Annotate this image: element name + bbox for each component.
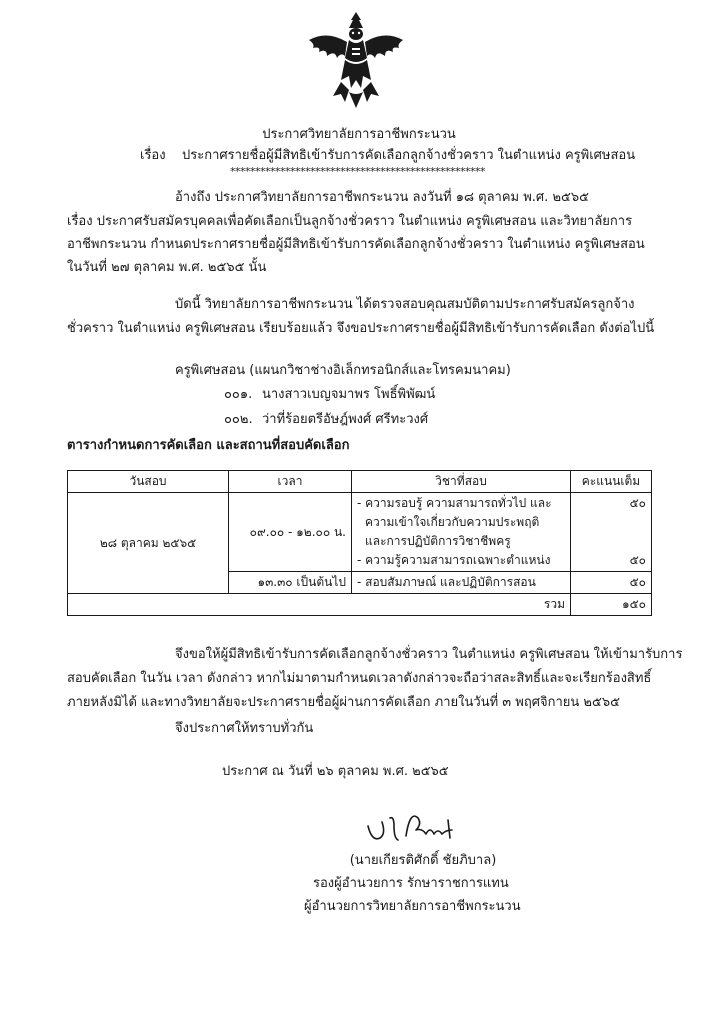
- score-value: ๕๐: [571, 572, 652, 594]
- signatory-name: (นายเกียรติศักดิ์ ชัยภิบาล): [349, 853, 497, 868]
- header-date: วันสอบ: [68, 471, 229, 493]
- separator-line: ***************************************************: [230, 165, 485, 178]
- closing-line-1: จึงขอให้ผู้มีสิทธิเข้ารับการคัดเลือกลูกจ้างชั่วคราว ในตำแหน่ง ครูพิเศษสอน ให้เข้ามารับการ: [175, 647, 683, 662]
- ref-line-1: อ้างถึง ประกาศวิทยาลัยการอาชีพกระนวน ลงวันที่ ๑๘ ตุลาคม พ.ศ. ๒๕๖๕: [175, 190, 589, 205]
- garuda-emblem-icon: [305, 10, 407, 110]
- candidate-no: ๐๐๒.: [224, 412, 253, 427]
- subject-morning: [352, 493, 571, 572]
- issuer-title: ประกาศวิทยาลัยการอาชีพกระนวน: [262, 127, 456, 142]
- closing-line-3: ภายหลังมิได้ และทางวิทยาลัยจะประกาศรายชื่อผู้ผ่านการคัดเลือก ภายในวันที่ ๓ พฤศจิกายน ๒๕๖๕: [67, 695, 620, 710]
- table-header-row: [68, 471, 652, 493]
- candidate-name: ว่าที่ร้อยตรีอัษฎ์พงศ์ ศรีทะวงศ์: [262, 412, 429, 427]
- candidate-name: นางสาวเบญจมาพร โพธิ์พิพัฒน์: [262, 387, 436, 402]
- subject-interview: - สอบสัมภาษณ์ และปฏิบัติการสอน: [352, 572, 571, 594]
- now-line-2: ชั่วคราว ในตำแหน่ง ครูพิเศษสอน เรียบร้อยแล้ว จึงขอประกาศรายชื่อผู้มีสิทธิเข้ารับการคัดเลือก ดังต่อไปนี้: [67, 321, 655, 336]
- subject-line: และการปฏิบัติการวิชาชีพครู: [365, 534, 511, 548]
- subject-line: - ความรู้ความสามารถเฉพาะตำแหน่ง: [357, 553, 551, 567]
- schedule-table: [67, 470, 652, 616]
- signatory-title-1: รองผู้อำนวยการ รักษาราชการแทน: [313, 876, 509, 891]
- score-value: ๕๐: [629, 496, 646, 510]
- closing-line-2: สอบคัดเลือก ในวัน เวลา ดังกล่าว หากไม่มาตามกำหนดเวลาดังกล่าวจะถือว่าสละสิทธิ์และจะเรียกร้องสิทธิ์: [67, 671, 652, 686]
- total-label: รวม: [68, 594, 571, 616]
- ref-line-2: เรื่อง ประกาศรับสมัครบุคคลเพื่อคัดเลือกเป็นลูกจ้างชั่วคราว ในตำแหน่ง ครูพิเศษสอน และวิทยาลัยการ: [67, 214, 633, 229]
- subject-label: เรื่อง: [140, 148, 166, 163]
- score-morning: [571, 493, 652, 572]
- subject-text: ประกาศรายชื่อผู้มีสิทธิเข้ารับการคัดเลือกลูกจ้างชั่วคราว ในตำแหน่ง ครูพิเศษสอน: [182, 148, 636, 163]
- header-subject: วิชาที่สอบ: [352, 471, 571, 493]
- exam-date: ๒๘ ตุลาคม ๒๕๖๕: [68, 493, 229, 594]
- score-value: ๕๐: [629, 553, 646, 567]
- table-total-row: [68, 594, 652, 616]
- exam-time-afternoon: ๑๓.๓๐ เป็นต้นไป: [229, 572, 352, 594]
- signatory-title-2: ผู้อำนวยการวิทยาลัยการอาชีพกระนวน: [304, 899, 521, 914]
- now-line-1: บัดนี้ วิทยาลัยการอาชีพกระนวน ได้ตรวจสอบคุณสมบัติตามประกาศรับสมัครลูกจ้าง: [175, 297, 635, 312]
- candidate-no: ๐๐๑.: [224, 387, 253, 402]
- signature-icon: [360, 808, 470, 848]
- subject-line: ความเข้าใจเกี่ยวกับความประพฤติ: [365, 515, 540, 529]
- subject-line: - ความรอบรู้ ความสามารถทั่วไป และ: [357, 496, 552, 510]
- header-time: เวลา: [229, 471, 352, 493]
- ref-line-3: อาชีพกระนวน กำหนดประกาศรายชื่อผู้มีสิทธิเข้ารับการคัดเลือกลูกจ้างชั่วคราว ในตำแหน่ง ครูพิเศษสอน: [67, 237, 645, 252]
- announce-line: จึงประกาศให้ทราบทั่วกัน: [175, 721, 314, 736]
- ref-line-4: ในวันที่ ๒๗ ตุลาคม พ.ศ. ๒๕๖๕ นั้น: [67, 260, 267, 275]
- issued-date: ประกาศ ณ วันที่ ๒๖ ตุลาคม พ.ศ. ๒๕๖๕: [222, 764, 449, 779]
- table-row: [68, 493, 652, 572]
- candidate-group: ครูพิเศษสอน (แผนกวิชาช่างอิเล็กทรอนิกส์และโทรคมนาคม): [175, 363, 511, 378]
- header-score: คะแนนเต็ม: [571, 471, 652, 493]
- exam-time-morning: ๐๙.๐๐ - ๑๒.๐๐ น.: [229, 493, 352, 572]
- total-score: ๑๕๐: [571, 594, 652, 616]
- schedule-title: ตารางกำหนดการคัดเลือก และสถานที่สอบคัดเลือก: [67, 438, 350, 453]
